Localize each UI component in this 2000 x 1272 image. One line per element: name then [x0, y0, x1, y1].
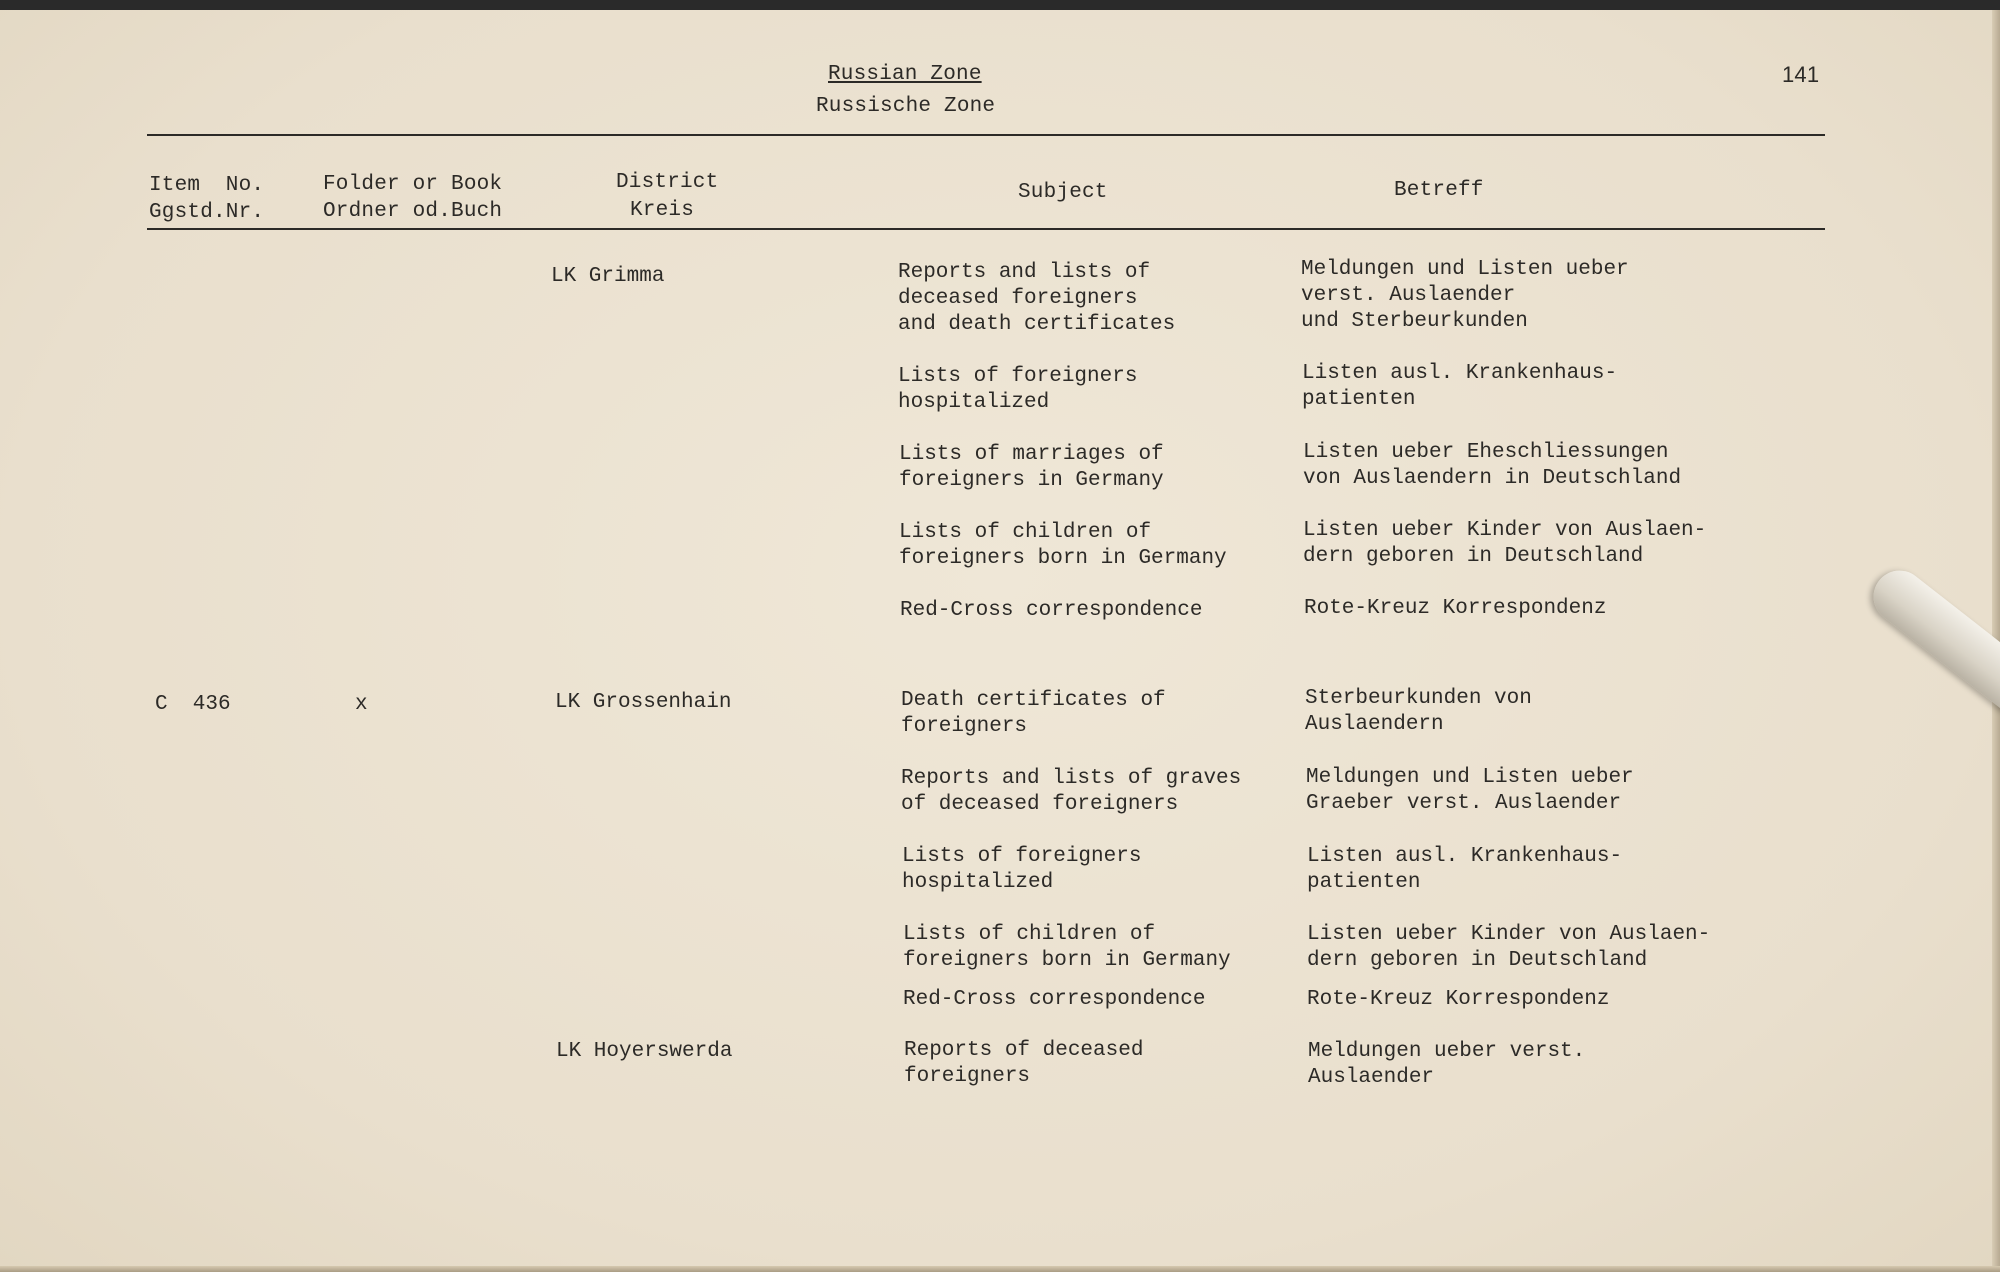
col-district-en: District [616, 171, 719, 194]
betreff-line: Listen ausl. Krankenhaus- [1302, 362, 1618, 385]
subject-line: deceased foreigners [898, 287, 1138, 310]
document-page [0, 10, 2000, 1272]
subject-line: Lists of children of [899, 521, 1152, 544]
district-cell: LK Grossenhain [555, 691, 732, 714]
subject-line: Reports and lists of [898, 261, 1151, 284]
betreff-line: Meldungen ueber verst. [1308, 1040, 1586, 1063]
col-subject: Subject [1018, 181, 1108, 204]
subject-line: Red-Cross correspondence [903, 988, 1206, 1011]
subject-line: Lists of children of [903, 923, 1156, 946]
betreff-line: patienten [1307, 871, 1421, 894]
subject-line: Reports and lists of graves [901, 767, 1242, 790]
betreff-line: und Sterbeurkunden [1301, 310, 1528, 333]
betreff-line: Rote-Kreuz Korrespondenz [1304, 597, 1607, 620]
district-cell: LK Grimma [551, 265, 665, 288]
betreff-line: verst. Auslaender [1301, 284, 1516, 307]
betreff-line: Meldungen und Listen ueber [1306, 766, 1634, 789]
col-item-de: Ggstd.Nr. [149, 201, 265, 224]
subject-line: Reports of deceased [904, 1039, 1144, 1062]
subject-line: foreigners in Germany [899, 469, 1164, 492]
betreff-line: von Auslaendern in Deutschland [1303, 467, 1682, 490]
page-holder-clip [1863, 560, 2000, 712]
zone-title-en: Russian Zone [828, 63, 982, 86]
betreff-line: Listen ausl. Krankenhaus- [1307, 845, 1623, 868]
item-number: C 436 [155, 693, 231, 716]
betreff-line: Rote-Kreuz Korrespondenz [1307, 988, 1610, 1011]
district-cell: LK Hoyerswerda [556, 1040, 733, 1063]
subject-line: foreigners [901, 715, 1028, 738]
col-item-en: Item No. [149, 174, 265, 197]
betreff-line: Auslaendern [1305, 713, 1444, 736]
betreff-line: Sterbeurkunden von [1305, 687, 1532, 710]
betreff-line: dern geboren in Deutschland [1303, 545, 1644, 568]
betreff-line: Listen ueber Eheschliessungen [1303, 441, 1669, 464]
subject-line: Death certificates of [901, 689, 1166, 712]
subject-line: foreigners [904, 1065, 1031, 1088]
subject-line: Lists of marriages of [899, 443, 1164, 466]
col-district-de: Kreis [630, 199, 695, 222]
page-edge-bottom [0, 1266, 2000, 1272]
betreff-line: Auslaender [1308, 1066, 1435, 1089]
subject-line: foreigners born in Germany [903, 949, 1231, 972]
subject-line: of deceased foreigners [901, 793, 1179, 816]
col-folder-de: Ordner od.Buch [323, 200, 503, 223]
folder-mark: x [355, 693, 368, 716]
subject-line: and death certificates [898, 313, 1176, 336]
betreff-line: dern geboren in Deutschland [1307, 949, 1648, 972]
subject-line: Red-Cross correspondence [900, 599, 1203, 622]
zone-title-de: Russische Zone [816, 95, 996, 118]
subject-line: Lists of foreigners [902, 845, 1142, 868]
betreff-line: patienten [1302, 388, 1416, 411]
header-rule-bottom [147, 228, 1825, 230]
subject-line: hospitalized [902, 871, 1054, 894]
subject-line: foreigners born in Germany [899, 547, 1227, 570]
col-betreff: Betreff [1394, 179, 1484, 202]
col-folder-en: Folder or Book [323, 173, 503, 196]
betreff-line: Listen ueber Kinder von Auslaen- [1303, 519, 1707, 542]
betreff-line: Meldungen und Listen ueber [1301, 258, 1629, 281]
subject-line: hospitalized [898, 391, 1050, 414]
betreff-line: Listen ueber Kinder von Auslaen- [1307, 923, 1711, 946]
betreff-line: Graeber verst. Auslaender [1306, 792, 1622, 815]
header-rule-top [147, 134, 1825, 136]
page-number: 141 [1782, 62, 1820, 87]
subject-line: Lists of foreigners [898, 365, 1138, 388]
